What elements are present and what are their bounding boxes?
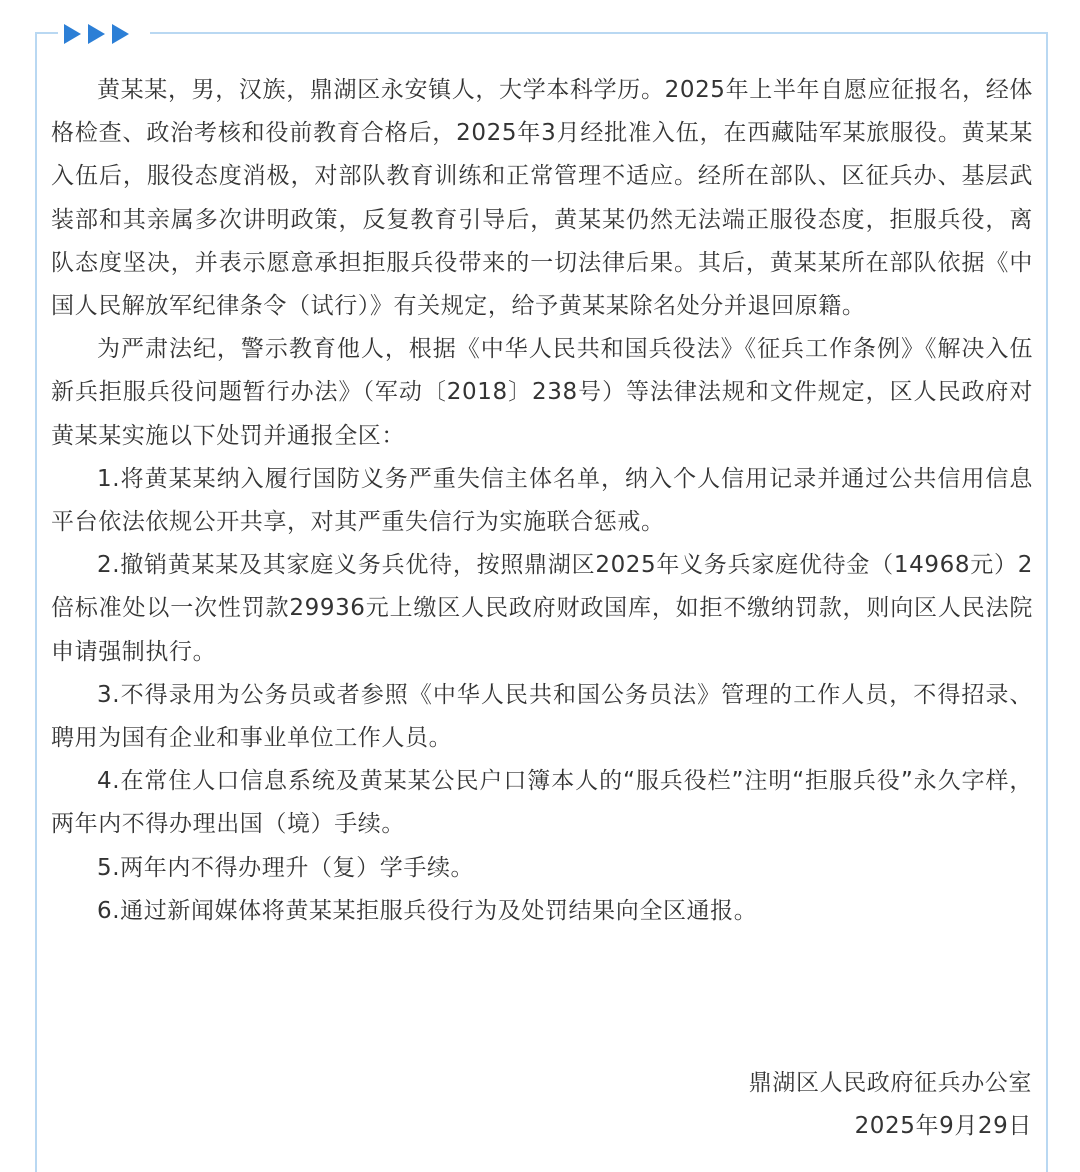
penalty-item-5: 5.两年内不得办理升（复）学手续。 — [97, 854, 475, 881]
paragraph-basis: 为严肃法纪，警示教育他人，根据《中华人民共和国兵役法》《征兵工作条例》《解决入伍新兵拒服兵役问题暂行办法》（军动〔2018〕238号）等法律法规和文件规定，区人民政府对黄某某实施以下处罚并通报全区： — [51, 336, 1033, 449]
arrow-icon — [112, 24, 129, 44]
signature-org: 鼎湖区人民政府征兵办公室 — [748, 1070, 1032, 1096]
penalty-item-3: 3.不得录用为公务员或者参照《中华人民共和国公务员法》管理的工作人员，不得招录、聘用为国有企业和事业单位工作人员。 — [51, 681, 1033, 752]
article-body — [51, 69, 1033, 933]
arrow-icon — [88, 24, 105, 44]
penalty-item-1: 1.将黄某某纳入履行国防义务严重失信主体名单，纳入个人信用记录并通过公共信用信息平台依法依规公开共享，对其严重失信行为实施联合惩戒。 — [51, 465, 1033, 536]
arrow-icon — [64, 24, 81, 44]
penalty-item-6: 6.通过新闻媒体将黄某某拒服兵役行为及处罚结果向全区通报。 — [97, 897, 758, 924]
signature-date: 2025年9月29日 — [854, 1113, 1032, 1139]
penalty-item-2: 2.撤销黄某某及其家庭义务兵优待，按照鼎湖区2025年义务兵家庭优待金（14968元）2倍标准处以一次性罚款29936元上缴区人民政府财政国库，如拒不缴纳罚款，则向区人民法院申请强制执行。 — [51, 552, 1033, 665]
signature-block — [749, 1062, 1032, 1148]
penalty-item-4: 4.在常住人口信息系统及黄某某公民户口簿本人的“服兵役栏”注明“拒服兵役”永久字样，两年内不得办理出国（境）手续。 — [51, 768, 1033, 838]
decor-arrows — [64, 24, 129, 44]
paragraph-background: 黄某某，男，汉族，鼎湖区永安镇人，大学本科学历。2025年上半年自愿应征报名，经体格检查、政治考核和役前教育合格后，2025年3月经批准入伍，在西藏陆军某旅服役。黄某某入伍后，服役态度消极，对部队教育训练和正常管理不适应。经所在部队、区征兵办、基层武装部和其亲属多次讲明政策，反复教育引导后，黄某某仍然无法端正服役态度，拒服兵役，离队态度坚决，并表示愿意承担拒服兵役带来的一切法律后果。其后，黄某某所在部队依据《中国人民解放军纪律条令（试行）》有关规定，给予黄某某除名处分并退回原籍。 — [51, 77, 1033, 320]
